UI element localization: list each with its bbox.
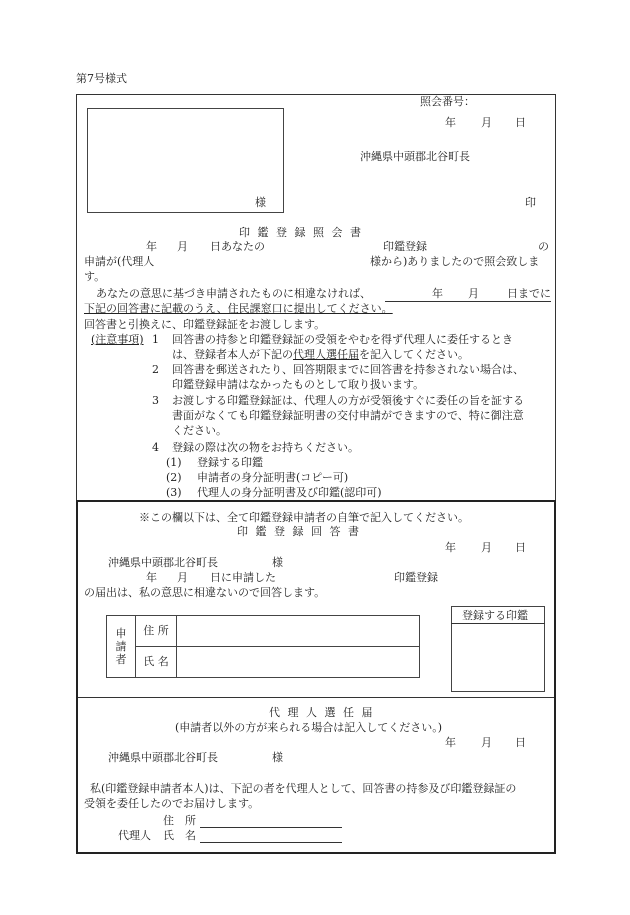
- proxy-subtitle: (申請者以外の方が来られる場合は記入してください。): [175, 721, 443, 734]
- proxy-text-b: 受領を委任したのでお届けします。: [84, 797, 260, 810]
- note-1-num: 1: [152, 333, 159, 346]
- proxy-name-label: 氏 名: [163, 829, 196, 842]
- note-1-a: 回答書の持参と印鑑登録証の受領をやむを得ず代理人に委任するとき: [172, 333, 513, 346]
- note-4-num: 4: [152, 441, 159, 454]
- proxy-divider: [78, 697, 554, 698]
- name-field[interactable]: [177, 647, 420, 678]
- note-3-b: 書面がなくても印鑑登録証明書の交付申請ができますので、特に御注意: [172, 409, 524, 422]
- seal-box-label: 登録する印鑑: [462, 609, 528, 622]
- reply-month: 月: [481, 541, 492, 554]
- reply-line-b: の届出は、私の意思に相違ないので回答します。: [84, 586, 326, 599]
- date-day: 日: [515, 116, 526, 129]
- proxy-suffix: 様: [272, 751, 283, 764]
- body-line2-a: 申請が(代理人: [84, 255, 155, 268]
- issuer-name: 沖縄県中頭郡北谷町長: [360, 150, 470, 163]
- reply-line-reg: 印鑑登録: [394, 571, 438, 584]
- reply-year: 年: [445, 541, 456, 554]
- proxy-agent-label: 代理人: [118, 829, 151, 842]
- note-1-b: は、登録者本人が下記の代理人選任届を記入してください。: [172, 348, 469, 361]
- reply-suffix: 様: [272, 556, 283, 569]
- note-3-a: お渡しする印鑑登録証は、代理人の方が受領後すぐに委任の旨を証する: [172, 394, 524, 407]
- note-2-num: 2: [152, 363, 159, 376]
- body-line6: 回答書と引換えに、印鑑登録証をお渡しします。: [84, 318, 326, 331]
- date-year: 年: [445, 116, 456, 129]
- body-line4-b: 日までに: [507, 287, 551, 300]
- proxy-month: 月: [481, 736, 492, 749]
- applicant-label-cell: [107, 616, 136, 678]
- body-month: 月: [177, 240, 188, 253]
- name-label: 氏 名: [136, 647, 177, 678]
- seal-mark: 印: [525, 196, 536, 209]
- seal-box-divider: [451, 623, 545, 624]
- proxy-year: 年: [445, 736, 456, 749]
- reply-notice: ※この欄以下は、全て印鑑登録申請者の自筆で記入してください。: [139, 511, 469, 524]
- body-year: 年: [146, 240, 157, 253]
- note-3-c: ください。: [172, 424, 227, 437]
- proxy-address-field[interactable]: [200, 827, 342, 828]
- item-3-num: (3): [166, 486, 182, 499]
- note-2-b: 印鑑登録申請はなかったものとして取り扱います。: [172, 378, 425, 391]
- proxy-form-reference: 代理人選任届: [293, 348, 359, 361]
- applicant-table: [106, 615, 420, 678]
- reply-line-year: 年: [146, 571, 157, 584]
- deadline-underline: [385, 301, 551, 302]
- applicant-label: 申請者: [115, 626, 127, 667]
- item-1-text: 登録する印鑑: [197, 456, 263, 469]
- body-line5: 下記の回答書に記載のうえ、住民課窓口に提出してください。: [84, 302, 393, 315]
- form-number: 第7号様式: [76, 72, 127, 85]
- reply-day: 日: [515, 541, 526, 554]
- body-line4-a: あなたの意思に基づき申請されたものに相違なければ、: [96, 287, 371, 300]
- inquiry-title: 印 鑑 登 録 照 会 書: [239, 226, 363, 239]
- proxy-day: 日: [515, 736, 526, 749]
- inquiry-number-label: 照会番号：: [420, 95, 475, 108]
- reply-addressee: 沖縄県中頭郡北谷町長: [108, 556, 218, 569]
- body-line3: す。: [84, 270, 106, 283]
- body-line1-reg: 印鑑登録: [383, 240, 427, 253]
- proxy-address-label: 住 所: [163, 814, 196, 827]
- reply-line-a: 日に申請した: [210, 571, 276, 584]
- proxy-addressee: 沖縄県中頭郡北谷町長: [108, 751, 218, 764]
- reply-line-day: 日: [210, 571, 221, 584]
- note-4-a: 登録の際は次の物をお持ちください。: [172, 441, 359, 454]
- address-field[interactable]: [177, 616, 420, 647]
- addressee-suffix: 様: [255, 196, 266, 209]
- proxy-name-field[interactable]: [200, 842, 342, 843]
- body-day: 日: [210, 240, 221, 253]
- body-line2-b: 様から)ありましたので照会致しま: [370, 255, 540, 268]
- deadline-month: 月: [468, 287, 479, 300]
- note-2-a: 回答書を郵送されたり、回答期限までに回答書を持参されない場合は、: [172, 363, 524, 376]
- deadline-year: 年: [432, 287, 443, 300]
- item-2-text: 申請者の身分証明書(コピー可): [197, 471, 349, 484]
- body-line1-pre: 日あなたの: [210, 240, 265, 253]
- note-3-num: 3: [152, 394, 159, 407]
- notes-label: (注意事項): [91, 333, 144, 346]
- address-label: 住 所: [136, 616, 177, 647]
- proxy-text-a: 私(印鑑登録申請者本人)は、下記の者を代理人として、回答書の持参及び印鑑登録証の: [90, 782, 517, 795]
- item-2-num: (2): [166, 471, 182, 484]
- proxy-title: 代 理 人 選 任 届: [269, 706, 375, 719]
- item-1-num: (1): [166, 456, 182, 469]
- date-month: 月: [481, 116, 492, 129]
- item-3-text: 代理人の身分証明書及び印鑑(認印可): [197, 486, 382, 499]
- reply-title: 印 鑑 登 録 回 答 書: [237, 525, 361, 538]
- body-line1-no: の: [538, 240, 549, 253]
- reply-line-month: 月: [177, 571, 188, 584]
